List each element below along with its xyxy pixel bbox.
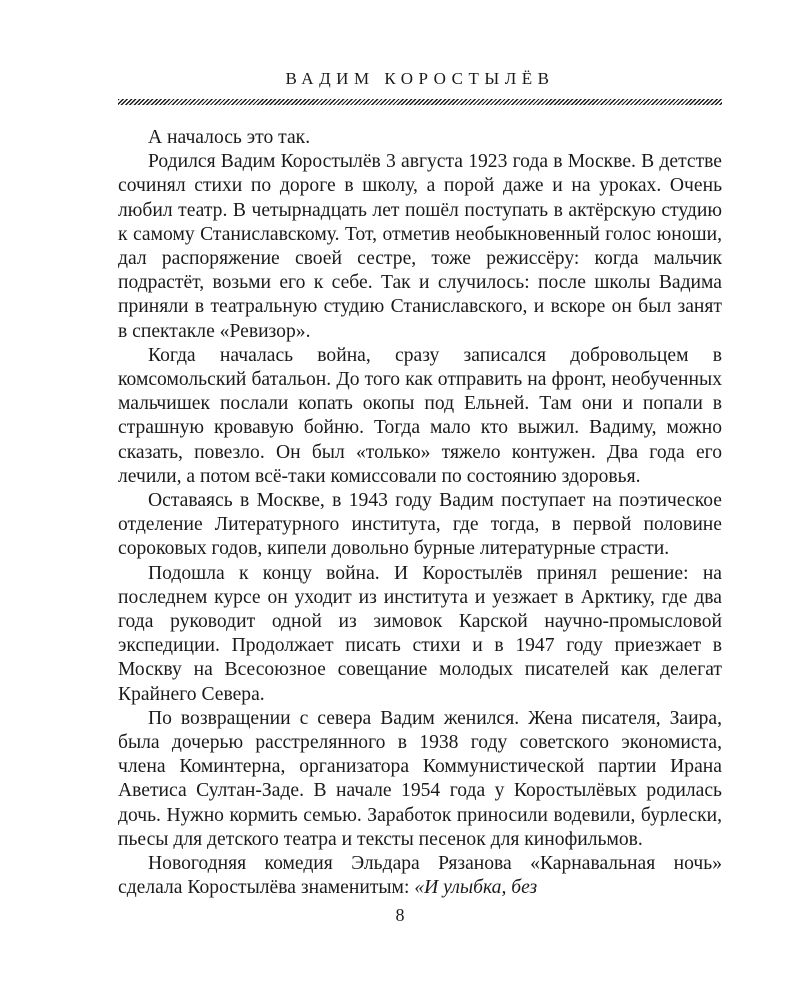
- header-rule: [118, 99, 722, 105]
- paragraph-1: А началось это так.: [148, 127, 311, 148]
- running-head: ВАДИМ КОРОСТЫЛЁВ: [285, 69, 555, 88]
- paragraph-6: По возвращении с севера Вадим женился. Жена писателя, Заира, была дочерью расстрелянного в 1938 году советского экономиста, члена Коминтерна, организатора Коммунистической партии Ирана Аветиса Султан-Заде. В начале 1954 года у Коростылёвых родилась дочь. Нужно кормить семью. Заработок приносили водевили, бурлески, пьесы для детского театра и тексты песенок для кинофильмов.: [118, 707, 722, 850]
- body-text: [118, 126, 722, 901]
- paragraph-7: [118, 852, 722, 900]
- paragraph-7-quote: «И улыбка, без: [414, 877, 538, 899]
- page-number: 8: [395, 905, 405, 925]
- paragraph-4: Оставаясь в Москве, в 1943 году Вадим поступает на поэтическое отделение Литературного института, где тогда, в первой половине сороковых годов, кипели довольно бурные литературные страсти.: [118, 490, 722, 560]
- paragraph-7-text: Новогодняя комедия Эльдара Рязанова «Карнавальная ночь» сделала Коростылёва знаменитым:: [118, 853, 722, 899]
- paragraph-3: Когда началась война, сразу записался добровольцем в комсомольский батальон. До того как отправить на фронт, необученных мальчишек послали копать окопы под Ельней. Там они и попали в страшную кровавую бойню. Тогда мало кто выжил. Вадиму, можно сказать, повезло. Он был «только» тяжело контужен. Два года его лечили, а потом всё-таки комиссовали по состоянию здоровья.: [118, 344, 722, 487]
- paragraph-5: Подошла к концу война. И Коростылёв принял решение: на последнем курсе он уходит из института и уезжает в Арктику, где два года руководит одной из зимовок Карской научно-промысловой экспедиции. Продолжает писать стихи и в 1947 году приезжает в Москву на Всесоюзное совещание молодых писателей как делегат Крайнего Севера.: [118, 562, 722, 705]
- paragraph-2: Родился Вадим Коростылёв 3 августа 1923 года в Москве. В детстве сочинял стихи по дороге в школу, а порой даже и на уроках. Очень любил театр. В четырнадцать лет пошёл поступать в актёрскую студию к самому Станиславскому. Тот, отметив необыкновенный голос юноши, дал распоряжение своей сестре, тоже режиссёру: когда мальчик подрастёт, возьми его к себе. Так и случилось: после школы Вадима приняли в театральную студию Станиславского, и вскоре он был занят в спектакле «Ревизор».: [118, 151, 722, 342]
